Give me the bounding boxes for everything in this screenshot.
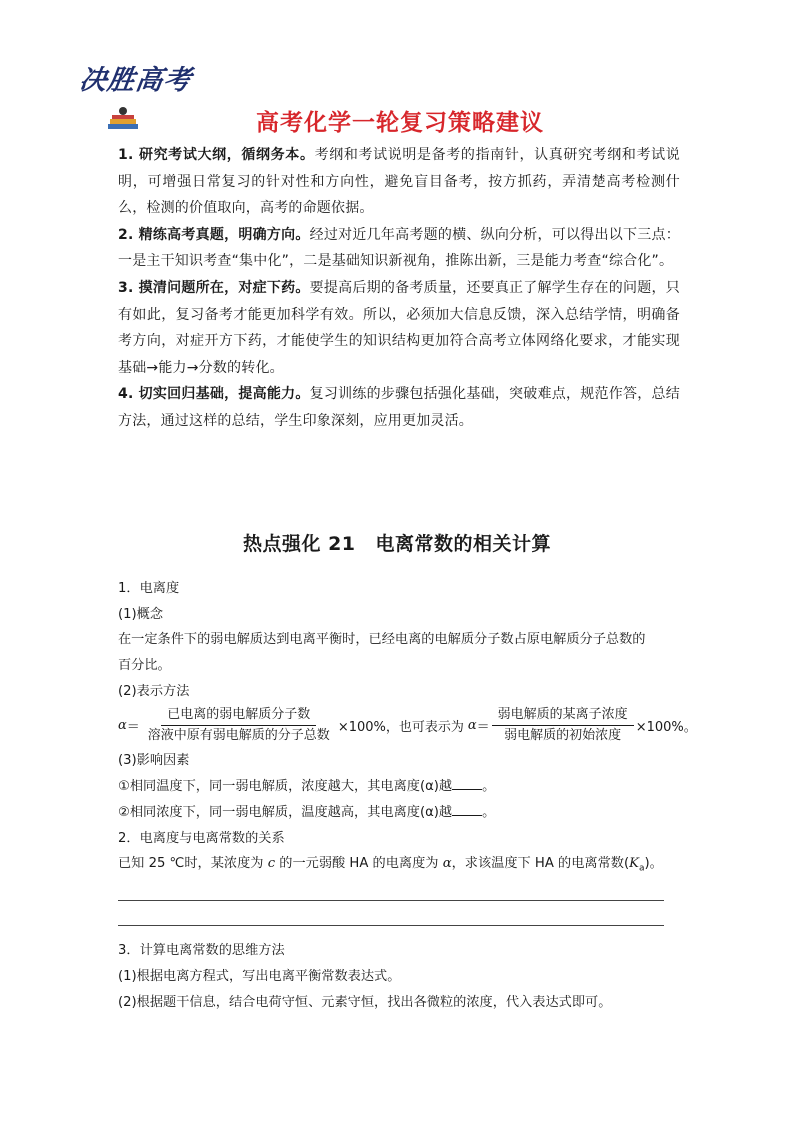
fill-blank[interactable] [452, 803, 482, 816]
fraction-denominator: 溶液中原有弱电解质的分子总数 [147, 727, 330, 743]
method-step-1: (1)根据电离方程式，写出电离平衡常数表达式。 [118, 969, 401, 985]
header-title: 高考化学一轮复习策略建议 [256, 110, 544, 136]
section-title [0, 529, 794, 556]
strategy-item [118, 222, 680, 275]
logo-text: 决胜高考 [77, 65, 194, 96]
question-line: 已知 25 ℃时，某浓度为 c 的一元弱酸 HA 的电离度为 α，求该温度下 HA 的电离常数$(K_a)$。 [118, 856, 663, 874]
answer-line[interactable] [118, 925, 664, 926]
fraction-concentration [492, 707, 634, 744]
heading-ionization-degree: 1．电离度 [118, 581, 180, 596]
answer-line[interactable] [118, 900, 664, 901]
fraction-numerator: 已电离的弱电解质分子数 [161, 707, 316, 726]
equals-sign: ＝ [476, 719, 490, 735]
strategy-item [118, 142, 680, 222]
strategy-text: 要提高后期的备考质量，还要真正了解学生存在的问题，只有如此，复习备考才能更加科学有效。所以，必须加大信息反馈，深入总结学情，明确备考方向，对症开方下药，才能使学生的知识结构更加符合高考立体网络化要求，才能实现基础→能力→分数的转化。 [118, 279, 680, 376]
alpha-symbol: α [467, 717, 477, 733]
fraction-numerator: 弱电解质的某离子浓度 [492, 707, 634, 726]
equals-sign: ＝ [126, 719, 140, 735]
section-prefix: 热点强化 21 [242, 533, 356, 555]
strategy-lead: 4. 切实回归基础，提高能力。 [118, 386, 310, 403]
formula-middle-text: ×100%，也可表示为 [337, 719, 464, 735]
heading-method: 3．计算电离常数的思维方法 [118, 943, 285, 959]
method-step-2: (2)根据题干信息，结合电荷守恒、元素守恒，找出各微粒的浓度，代入表达式即可。 [118, 994, 612, 1010]
factor-temperature: ②相同浓度下，同一弱电解质，温度越高，其电离度(α)越 。 [118, 804, 496, 820]
subheading-concept: (1)概念 [118, 606, 164, 622]
strategy-lead: 1. 研究考试大纲，循纲务本。 [118, 147, 315, 163]
subheading-factors: (3)影响因素 [118, 753, 190, 769]
alpha-symbol: α [118, 717, 127, 733]
heading-relation: 2．电离度与电离常数的关系 [118, 830, 285, 846]
subheading-representation: (2)表示方法 [118, 683, 190, 699]
logo [77, 56, 194, 134]
factor-concentration: ①相同温度下，同一弱电解质，浓度越大，其电离度(α)越 。 [118, 779, 496, 795]
formula-tail: ×100%。 [635, 719, 697, 735]
fill-blank[interactable] [452, 777, 482, 790]
definition-line-2: 百分比。 [118, 658, 171, 674]
strategy-item [118, 275, 680, 381]
strategy-lead: 2. 精练高考真题，明确方向。 [118, 226, 310, 243]
fraction-denominator: 弱电解质的初始浓度 [504, 727, 622, 743]
strategy-list [118, 142, 680, 435]
content-body [118, 578, 697, 1017]
strategy-lead: 3. 摸清问题所在，对症下药。 [118, 279, 310, 296]
strategy-text: 复习训练的步骤包括强化基础，突破难点，规范作答，总结方法，通过这样的总结，学生印象深刻，应用更加灵活。 [118, 386, 680, 429]
strategy-text: 经过对近几年高考题的横、纵向分析，可以得出以下三点：一是主干知识考查“集中化”，二是基础知识新视角，推陈出新，三是能力考查“综合化”。 [118, 226, 680, 270]
strategy-text: 考纲和考试说明是备考的指南针，认真研究考纲和考试说明，可增强日常复习的针对性和方向性，避免盲目备考，按方抓药，弄清楚高考检测什么，检测的价值取向，高考的命题依据。 [118, 147, 680, 217]
fraction-molecules [142, 707, 336, 744]
definition-line-1: 在一定条件下的弱电解质达到电离平衡时，已经电离的电解质分子数占原电解质分子总数的 [118, 632, 646, 648]
section-heading: 电离常数的相关计算 [375, 533, 552, 555]
books-figure-icon [106, 106, 142, 136]
strategy-item [118, 381, 680, 434]
ionization-degree-formula [118, 706, 697, 744]
